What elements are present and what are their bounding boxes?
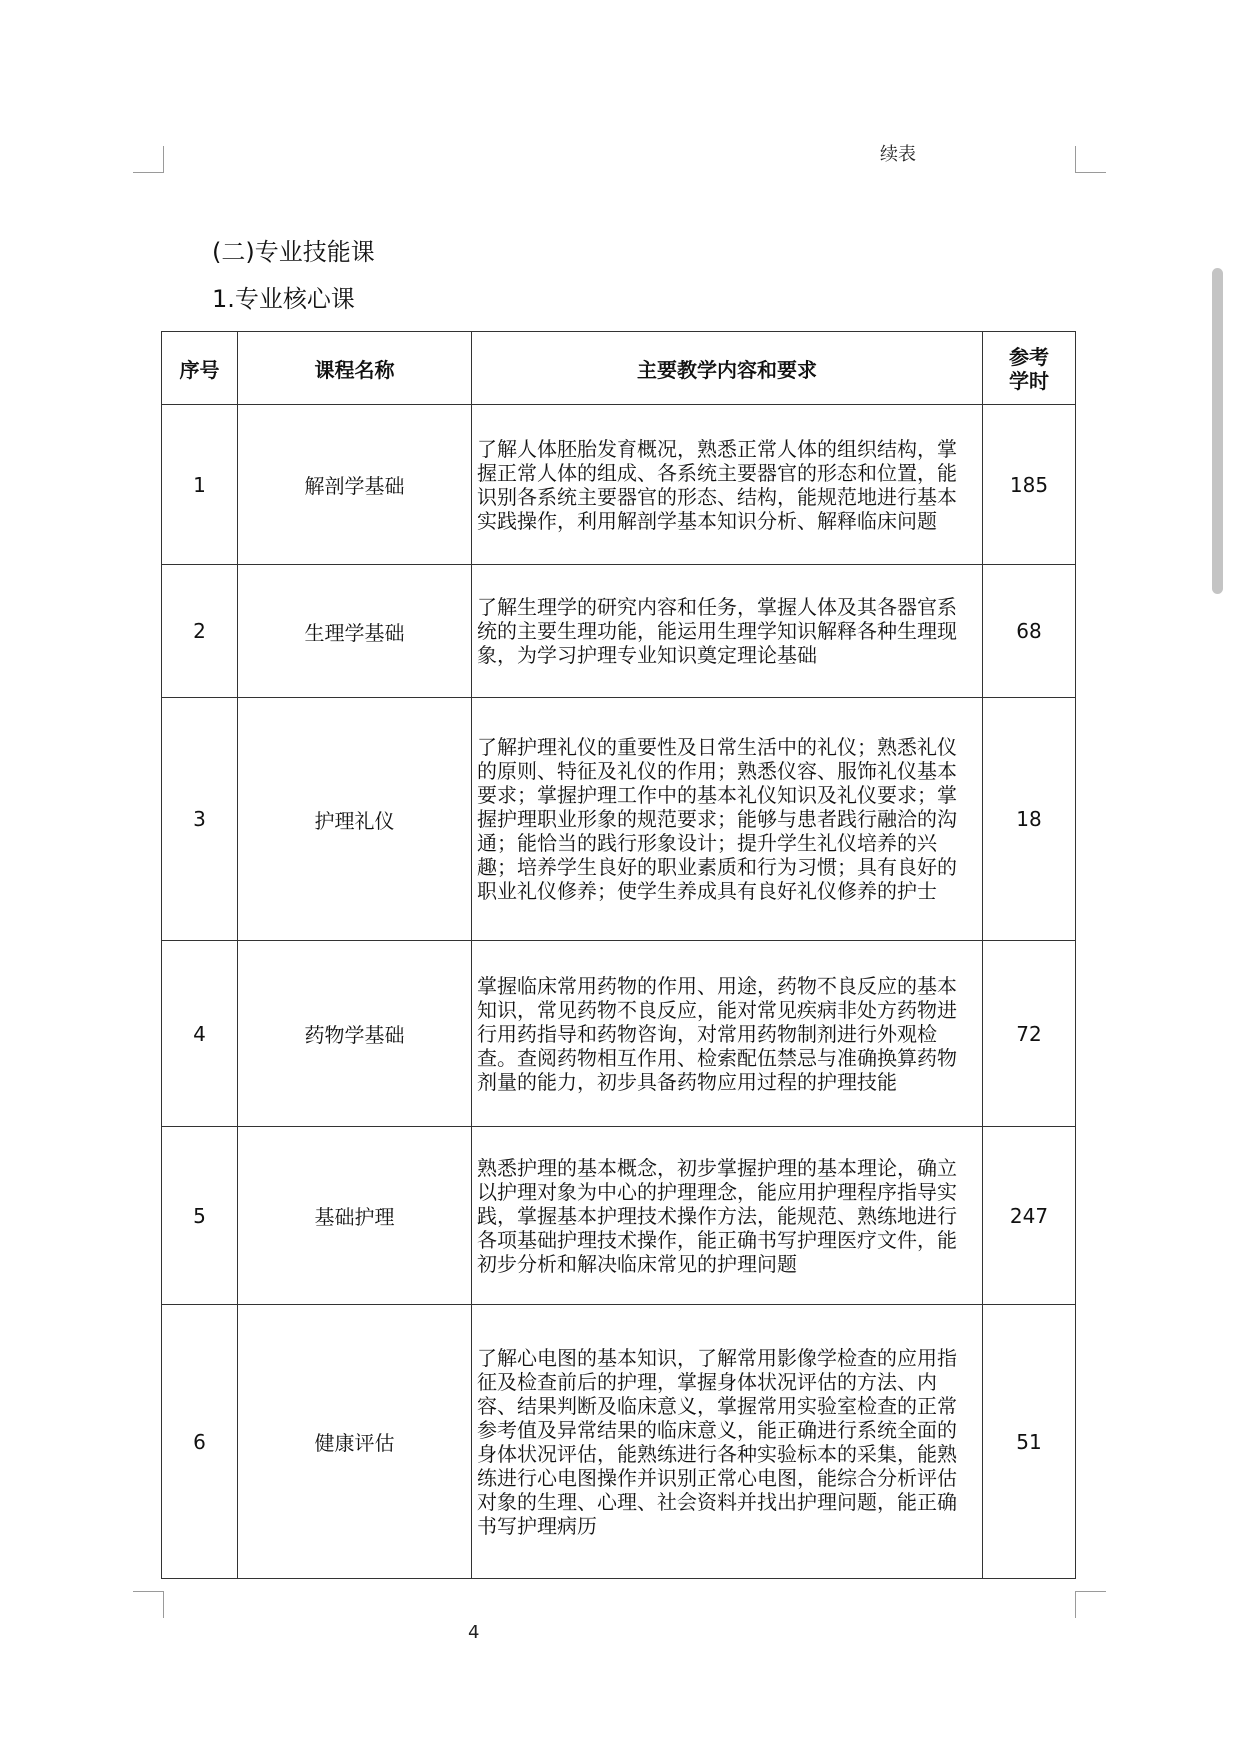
cell-content: 了解心电图的基本知识，了解常用影像学检查的应用指征及检查前后的护理，掌握身体状况评估的方法、内容、结果判断及临床意义，掌握常用实验室检查的正常参考值及异常结果的临床意义，能正确进行系统全面的身体状况评估，能熟练进行各种实验标本的采集，能熟练进行心电图操作并识别正常心电图，能综合分析评估对象的生理、心理、社会资料并找出护理问题，能正确书写护理病历 — [472, 1305, 983, 1579]
crop-mark-top-right — [1075, 146, 1106, 173]
cell-hours: 72 — [983, 941, 1076, 1127]
header-no: 序号 — [162, 332, 238, 405]
cell-hours: 247 — [983, 1127, 1076, 1305]
cell-no: 3 — [162, 698, 238, 941]
cell-content: 熟悉护理的基本概念，初步掌握护理的基本理论，确立以护理对象为中心的护理理念，能应用护理程序指导实践，掌握基本护理技术操作方法，能规范、熟练地进行各项基础护理技术操作，能正确书写护理医疗文件，能初步分析和解决临床常见的护理问题 — [472, 1127, 983, 1305]
crop-mark-bottom-right — [1075, 1591, 1106, 1618]
cell-course-name: 健康评估 — [238, 1305, 472, 1579]
table-row — [162, 941, 1076, 1127]
cell-course-name: 药物学基础 — [238, 941, 472, 1127]
header-hours-line1: 参考 — [1009, 345, 1049, 369]
table-row — [162, 1305, 1076, 1579]
cell-hours: 185 — [983, 405, 1076, 565]
cell-no: 5 — [162, 1127, 238, 1305]
course-table — [161, 331, 1076, 1579]
header-hours — [983, 332, 1076, 405]
header-course-name: 课程名称 — [238, 332, 472, 405]
table-row — [162, 405, 1076, 565]
cell-course-name: 解剖学基础 — [238, 405, 472, 565]
cell-course-name: 生理学基础 — [238, 565, 472, 698]
table-row — [162, 565, 1076, 698]
cell-no: 1 — [162, 405, 238, 565]
cell-no: 2 — [162, 565, 238, 698]
section-heading: (二)专业技能课 — [212, 238, 375, 266]
cell-content: 了解人体胚胎发育概况，熟悉正常人体的组织结构，掌握正常人体的组成、各系统主要器官的形态和位置，能识别各系统主要器官的形态、结构，能规范地进行基本实践操作，利用解剖学基本知识分析、解释临床问题 — [472, 405, 983, 565]
table-row — [162, 1127, 1076, 1305]
cell-hours: 68 — [983, 565, 1076, 698]
cell-content: 了解护理礼仪的重要性及日常生活中的礼仪；熟悉礼仪的原则、特征及礼仪的作用；熟悉仪容、服饰礼仪基本要求；掌握护理工作中的基本礼仪知识及礼仪要求；掌握护理职业形象的规范要求；能够与患者践行融洽的沟通；能恰当的践行形象设计；提升学生礼仪培养的兴趣；培养学生良好的职业素质和行为习惯；具有良好的职业礼仪修养；使学生养成具有良好礼仪修养的护士 — [472, 698, 983, 941]
crop-mark-top-left — [133, 146, 164, 173]
cell-content: 掌握临床常用药物的作用、用途，药物不良反应的基本知识，常见药物不良反应，能对常见疾病非处方药物进行用药指导和药物咨询，对常用药物制剂进行外观检查。查阅药物相互作用、检索配伍禁忌与准确换算药物剂量的能力，初步具备药物应用过程的护理技能 — [472, 941, 983, 1127]
page-number: 4 — [468, 1622, 480, 1643]
cell-no: 6 — [162, 1305, 238, 1579]
header-content: 主要教学内容和要求 — [472, 332, 983, 405]
table-header-row — [162, 332, 1076, 405]
cell-no: 4 — [162, 941, 238, 1127]
table-row — [162, 698, 1076, 941]
cell-content: 了解生理学的研究内容和任务，掌握人体及其各器官系统的主要生理功能，能运用生理学知识解释各种生理现象，为学习护理专业知识奠定理论基础 — [472, 565, 983, 698]
cell-course-name: 护理礼仪 — [238, 698, 472, 941]
crop-mark-bottom-left — [133, 1591, 164, 1618]
cell-course-name: 基础护理 — [238, 1127, 472, 1305]
continued-label: 续表 — [880, 144, 916, 165]
cell-hours: 18 — [983, 698, 1076, 941]
header-hours-line2: 学时 — [1009, 369, 1049, 393]
subsection-heading: 1.专业核心课 — [212, 285, 355, 313]
vertical-scrollbar[interactable] — [1212, 268, 1223, 594]
cell-hours: 51 — [983, 1305, 1076, 1579]
